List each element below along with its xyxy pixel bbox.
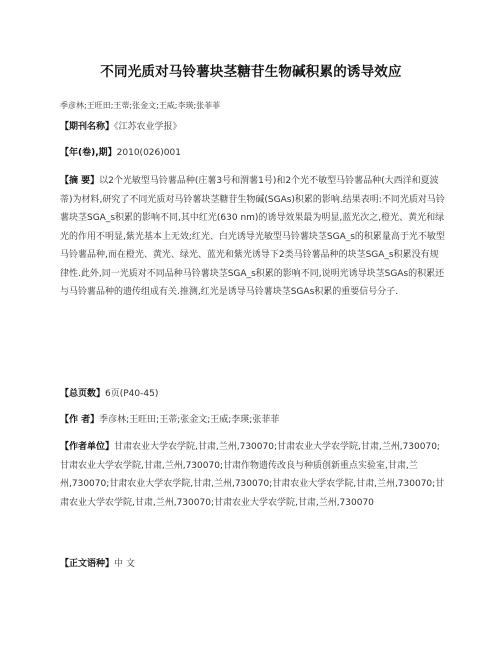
journal-value: 《江苏农业学报》: [114, 122, 182, 132]
authors-label: 【作 者】: [60, 415, 100, 425]
year-issue-field: [60, 144, 445, 163]
author-units-field: [60, 438, 445, 512]
pages-value: 6页(P40-45): [105, 389, 159, 399]
authors-field: [60, 411, 445, 430]
pages-field: [60, 385, 445, 404]
language-field: [60, 555, 445, 574]
author-list: 季彦林;王旺田;王蒂;张金文;王威;李瑛;张菲菲: [60, 101, 221, 110]
author-units-label: 【作者单位】: [60, 442, 115, 452]
year-issue-value: 2010(026)001: [116, 148, 181, 158]
author-units-value: 甘肃农业大学农学院,甘肃,兰州,730070;甘肃农业大学农学院,甘肃,兰州,730070;甘肃农业大学农学院,甘肃,兰州,730070;甘肃作物遗传改良与种质创新重点实验室,甘肃,兰州,730070;甘肃农业大学农学院,甘肃,兰州,730070;甘肃农业大学农学院,甘肃,兰州,730070;甘肃农业大学农学院,甘肃,兰州,730070;甘肃农业大学农学院,甘肃,兰州,730070: [60, 442, 445, 508]
language-value: 中 文: [114, 559, 135, 569]
abstract-text: 以2个光敏型马铃薯品种(庄薯3号和渭薯1号)和2个光不敏型马铃薯品种(大西洋和夏波蒂)为材料,研究了不同光质对马铃薯块茎糖苷生物碱(SGAs)积累的影响.结果表明:不同光质对马铃薯块茎SGA_s积累的影响不同,其中红光(630 nm)的诱导效果最为明显,蓝光次之,橙光、黄光和绿光的作用不明显,紫光基本上无效;红光、白光诱导光敏型马铃薯块茎SGA_s的积累量高于光不敏型马铃薯品种,而在橙光、黄光、绿光、蓝光和紫光诱导下2类马铃薯品种的块茎SGA_s积累没有规律性.此外,同一光质对不同品种马铃薯块茎SGA_s积累的影响不同,说明光诱导块茎SGAs的积累还与马铃薯品种的遗传组成有关.推测,红光是诱导马铃薯块茎SGAs积累的重要信号分子.: [60, 176, 445, 297]
journal-label: 【期刊名称】: [60, 122, 115, 132]
document-title: 不同光质对马铃薯块茎糖苷生物碱积累的诱导效应: [100, 64, 402, 80]
language-label: 【正文语种】: [60, 559, 115, 569]
pages-label: 【总页数】: [60, 389, 106, 399]
journal-field: [60, 118, 445, 137]
authors-value: 季彦林;王旺田;王蒂;张金文;王威;李瑛;张菲菲: [99, 415, 280, 425]
abstract-field: [60, 172, 445, 302]
abstract-label: 【摘 要】: [60, 176, 100, 186]
year-issue-label: 【年(卷),期】: [60, 148, 117, 158]
